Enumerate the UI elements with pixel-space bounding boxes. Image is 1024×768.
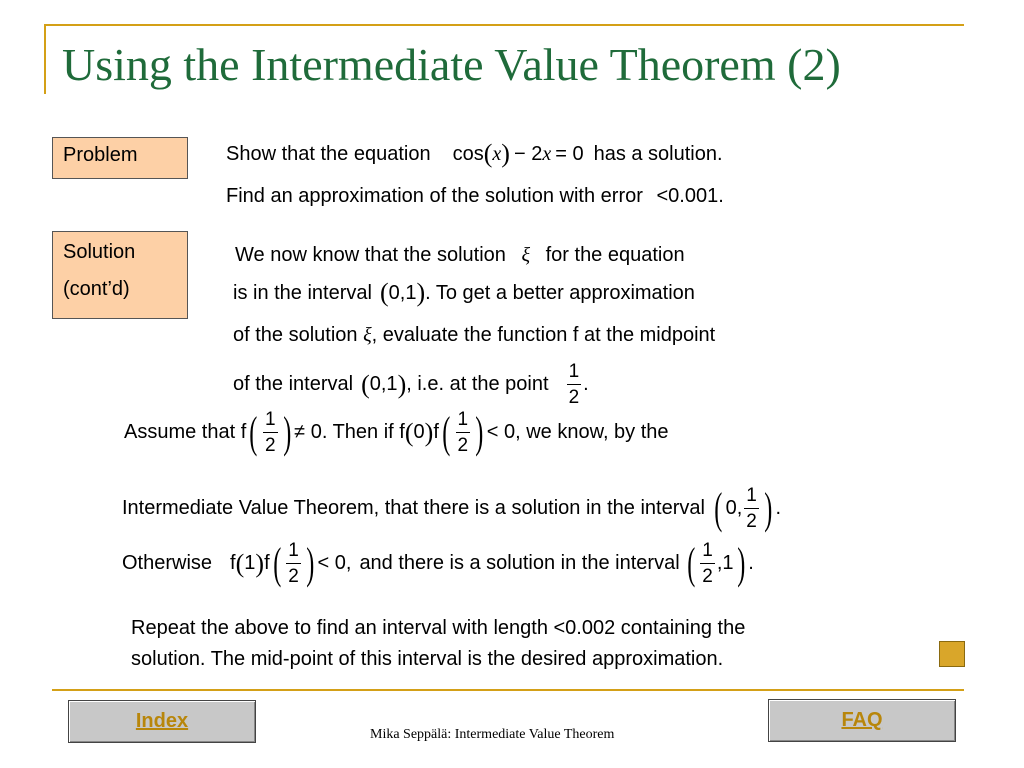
solution-label: Solution (cont’d) xyxy=(52,231,188,319)
repeat-line-1: Repeat the above to find an interval with length <0.002 containing the xyxy=(131,617,746,639)
solution-line-2: is in the interval ( 0,1 ) . To get a better approximation xyxy=(233,278,695,307)
footer-author: Mika Seppälä: Intermediate Value Theorem xyxy=(370,727,615,742)
slide-title: Using the Intermediate Value Theorem (2) xyxy=(62,39,841,90)
title-frame-top xyxy=(44,24,964,26)
faq-button[interactable]: FAQ xyxy=(768,699,956,742)
problem-label: Problem xyxy=(52,137,188,179)
title-frame-left xyxy=(44,24,46,94)
assume-line: Assume that f ( $\frac{1}{2}$ ) ≠ 0. Then if f ( 0 ) f ( $\frac{1}{2}$ ) < 0, we know, by the xyxy=(124,407,669,457)
problem-line-2: Find an approximation of the solution with error <0.001. xyxy=(226,185,724,207)
index-button[interactable]: Index xyxy=(68,700,256,743)
otherwise-line: Otherwise f ( 1 ) f ( $\frac{1}{2}$ ) < 0, and there is a solution in the interval ( $\frac{1}{2}$ ,1 ) . xyxy=(122,538,754,588)
problem-line-1: Show that the equation cos ( x ) − 2 x = 0 has a solution. xyxy=(226,139,723,168)
footer-divider xyxy=(52,689,964,691)
ivt-line: Intermediate Value Theorem, that there is a solution in the interval ( 0, $\frac{1}{2}$ ) . xyxy=(122,483,782,533)
solution-line-3: of the solution ξ, evaluate the function f at the midpoint xyxy=(233,324,716,346)
repeat-line-2: solution. The mid-point of this interval is the desired approximation. xyxy=(131,648,724,670)
solution-line-4: of the interval ( 0,1 ) , i.e. at the point $\frac{1}{2}$ . xyxy=(233,361,589,408)
action-button[interactable] xyxy=(939,641,965,667)
solution-line-1: We now know that the solution ξ for the equation xyxy=(235,244,685,266)
